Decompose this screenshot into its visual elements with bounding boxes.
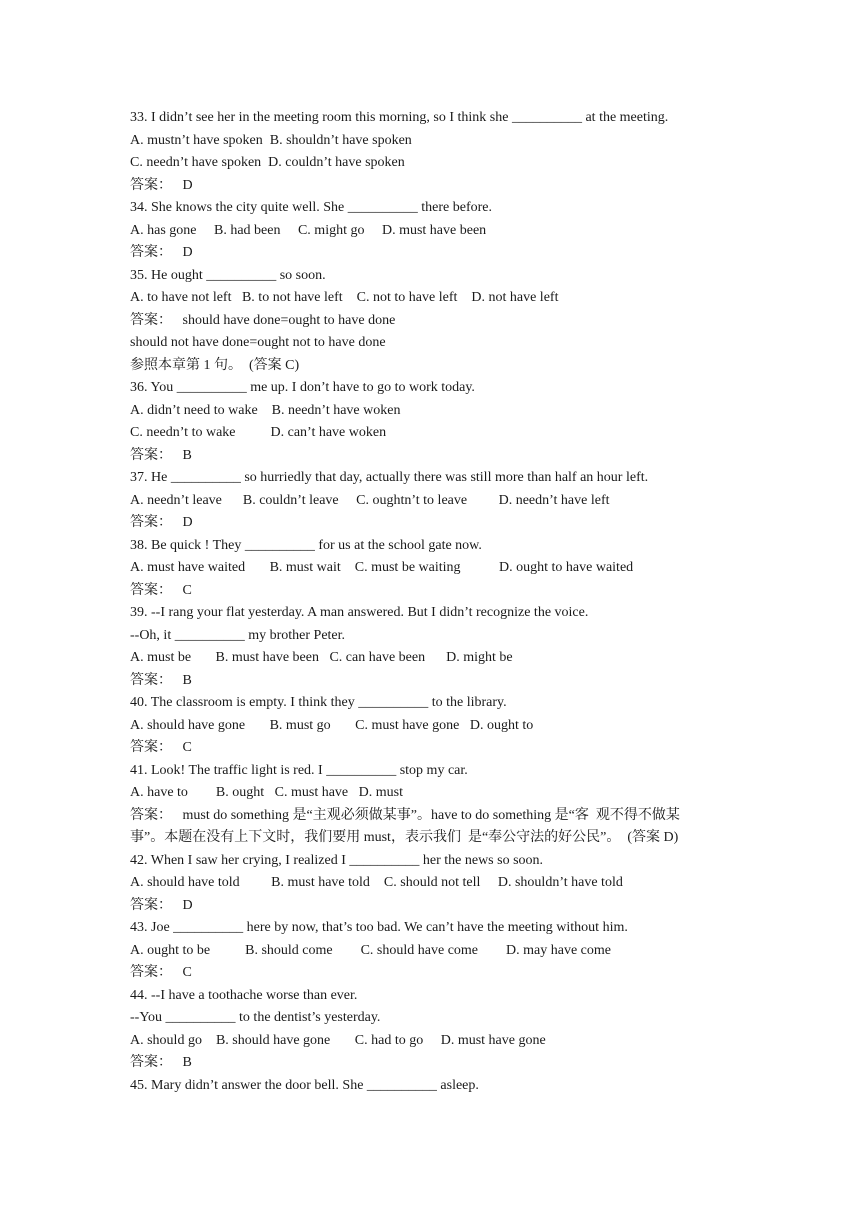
question-37-stem: 37. He __________ so hurriedly that day, actually there was still more than half an hour left. — [130, 470, 649, 485]
question-39-reply: --Oh, it __________ my brother Peter. — [130, 627, 346, 643]
question-39-stem: 39. --I rang your flat yesterday. A man answered. But I didn’t recognize the voice. — [130, 605, 589, 620]
question-45-stem: 45. Mary didn’t answer the door bell. She __________ asleep. — [130, 1077, 479, 1093]
question-40-options: A. should have gone B. must go C. must have gone D. ought to — [130, 717, 534, 733]
question-34-answer: 答案： D — [130, 245, 193, 260]
question-43-options: A. ought to be B. should come C. should have come D. may have come — [130, 942, 611, 958]
question-41-options: A. have to B. ought C. must have D. must — [130, 785, 403, 800]
question-44-options: A. should go B. should have gone C. had to go D. must have gone — [130, 1032, 546, 1048]
question-35-options: A. to have not left B. to not have left C. not to have left D. not have left — [130, 290, 559, 305]
question-36-answer: 答案： B — [130, 447, 192, 463]
question-38-stem: 38. Be quick ! They __________ for us at the school gate now. — [130, 537, 482, 553]
question-35-reference: 参照本章第 1 句。 (答案 C) — [130, 357, 300, 373]
question-42-stem: 42. When I saw her crying, I realized I __________ her the news so soon. — [130, 852, 544, 868]
question-41-answer-continued: 事”。本题在没有上下文时，我们要用 must，表示我们 是“奉公守法的好公民”。 (答案 D) — [130, 830, 679, 845]
question-44-answer: 答案： B — [130, 1055, 192, 1070]
question-33-answer: 答案： D — [130, 177, 193, 193]
document-page — [130, 107, 740, 1097]
question-40-answer: 答案： C — [130, 740, 192, 755]
question-44-reply: --You __________ to the dentist’s yesterday. — [130, 1010, 381, 1025]
question-38-options: A. must have waited B. must wait C. must be waiting D. ought to have waited — [130, 560, 634, 575]
question-34-options: A. has gone B. had been C. might go D. must have been — [130, 222, 487, 238]
question-41-answer: 答案： must do something 是“主观必须做某事”。have to do something 是“客 观不得不做某 — [130, 807, 680, 823]
question-39-answer: 答案： B — [130, 672, 192, 688]
question-42-options: A. should have told B. must have told C. should not tell D. shouldn’t have told — [130, 875, 623, 890]
question-33-options-cd: C. needn’t have spoken D. couldn’t have spoken — [130, 155, 405, 170]
question-33-stem: 33. I didn’t see her in the meeting room this morning, so I think she __________ at the meeting. — [130, 110, 669, 125]
question-44-stem: 44. --I have a toothache worse than ever. — [130, 987, 358, 1003]
question-37-options: A. needn’t leave B. couldn’t leave C. oughtn’t to leave D. needn’t have left — [130, 492, 610, 508]
question-42-answer: 答案： D — [130, 897, 193, 913]
question-41-stem: 41. Look! The traffic light is red. I __________ stop my car. — [130, 762, 468, 778]
question-35-stem: 35. He ought __________ so soon. — [130, 267, 326, 283]
question-35-explanation: should not have done=ought not to have done — [130, 335, 386, 350]
question-43-answer: 答案： C — [130, 965, 192, 980]
question-43-stem: 43. Joe __________ here by now, that’s too bad. We can’t have the meeting without him. — [130, 920, 628, 935]
question-37-answer: 答案： D — [130, 515, 193, 530]
question-38-answer: 答案： C — [130, 582, 192, 598]
question-33-options-ab: A. mustn’t have spoken B. shouldn’t have spoken — [130, 132, 412, 148]
question-36-options-cd: C. needn’t to wake D. can’t have woken — [130, 425, 387, 440]
question-34-stem: 34. She knows the city quite well. She __________ there before. — [130, 200, 492, 215]
question-36-options-ab: A. didn’t need to wake B. needn’t have woken — [130, 402, 401, 418]
question-36-stem: 36. You __________ me up. I don’t have to go to work today. — [130, 380, 475, 395]
question-35-answer: 答案： should have done=ought to have done — [130, 312, 396, 328]
question-40-stem: 40. The classroom is empty. I think they __________ to the library. — [130, 695, 507, 710]
question-39-options: A. must be B. must have been C. can have been D. might be — [130, 650, 513, 665]
